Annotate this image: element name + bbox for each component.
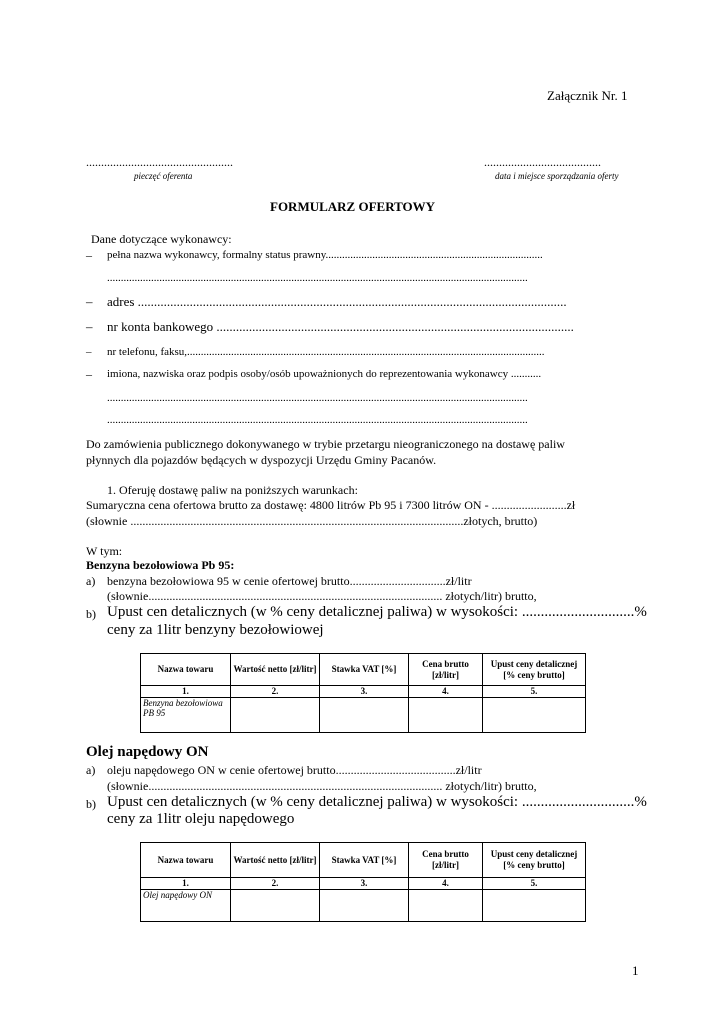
full-name-field-cont[interactable]: ......................................................................................................................................................... <box>107 272 528 284</box>
stamp-label: pieczęć oferenta <box>134 171 193 181</box>
phone-fax-field[interactable]: nr telefonu, faksu,.................................................................................................................................. <box>107 346 545 358</box>
diesel-price-field[interactable]: oleju napędowego ON w cenie ofertowej brutto........................................zł/litr <box>107 763 482 777</box>
intro-line-2: płynnych dla pojazdów będących w dyspozycji Urzędu Gminy Pacanów. <box>86 453 437 467</box>
col-number-5: 5. <box>483 878 586 890</box>
annex-label: Załącznik Nr. 1 <box>547 88 628 103</box>
date-dots: ....................................... <box>484 155 601 169</box>
diesel-discount-desc: ceny za 1litr oleju napędowego <box>107 811 295 827</box>
col-header-name: Nazwa towaru <box>141 654 231 686</box>
col-header-gross: Cena brutto [zł/litr] <box>409 654 483 686</box>
col-number-3: 3. <box>320 686 409 698</box>
col-number-3: 3. <box>320 878 409 890</box>
dash-3: – <box>86 319 93 334</box>
dash-4: – <box>86 346 92 358</box>
diesel-net-cell[interactable] <box>231 890 320 922</box>
petrol-a-marker: a) <box>86 574 96 588</box>
petrol-vat-cell[interactable] <box>320 698 409 733</box>
diesel-gross-cell[interactable] <box>409 890 483 922</box>
petrol-heading: Benzyna bezołowiowa Pb 95: <box>86 558 235 572</box>
address-field[interactable]: adres .................................................................................................................................... <box>107 294 567 309</box>
bank-account-field[interactable]: nr konta bankowego .............................................................................................................. <box>107 319 574 334</box>
authorized-persons-field[interactable]: imiona, nazwiska oraz podpis osoby/osób upoważnionych do reprezentowania wykonawcy ........... <box>107 368 542 380</box>
petrol-discount-desc: ceny za 1litr benzyny bezołowiowej <box>107 622 324 638</box>
product-name-diesel: Olej napędowy ON <box>141 890 231 922</box>
col-number-5: 5. <box>483 686 586 698</box>
product-name-petrol: Benzyna bezołowiowa PB 95 <box>141 698 231 733</box>
col-header-discount: Upust ceny detalicznej [% ceny brutto] <box>483 654 586 686</box>
diesel-table <box>140 842 586 922</box>
col-header-discount: Upust ceny detalicznej [% ceny brutto] <box>483 843 586 878</box>
col-number-1: 1. <box>141 878 231 890</box>
petrol-price-field[interactable]: benzyna bezołowiowa 95 w cenie ofertowej brutto................................zł/litr <box>107 574 472 588</box>
petrol-discount-field[interactable]: Upust cen detalicznych (w % ceny detalicznej paliwa) w wysokości: ..............................% <box>107 604 647 620</box>
dash-1: – <box>86 248 92 262</box>
col-number-2: 2. <box>231 686 320 698</box>
petrol-price-words[interactable]: (słownie.................................................................................................. złotych/litr) brutto, <box>107 589 537 603</box>
col-header-net: Wartość netto [zł/litr] <box>231 843 320 878</box>
date-label: data i miejsce sporządzania oferty <box>495 171 619 181</box>
petrol-b-marker: b) <box>86 607 96 621</box>
col-header-vat: Stawka VAT [%] <box>320 654 409 686</box>
col-number-4: 4. <box>409 878 483 890</box>
petrol-table <box>140 653 586 733</box>
petrol-gross-cell[interactable] <box>409 698 483 733</box>
offer-item-1: 1. Oferuję dostawę paliw na poniższych warunkach: <box>107 483 358 497</box>
diesel-heading: Olej napędowy ON <box>86 744 209 760</box>
diesel-b-marker: b) <box>86 797 96 811</box>
col-header-net: Wartość netto [zł/litr] <box>231 654 320 686</box>
offer-total-price[interactable]: Sumaryczna cena ofertowa brutto za dostawę: 4800 litrów Pb 95 i 7300 litrów ON - .........................zł <box>86 498 576 512</box>
page-title: FORMULARZ OFERTOWY <box>270 199 436 214</box>
diesel-discount-cell[interactable] <box>483 890 586 922</box>
diesel-discount-field[interactable]: Upust cen detalicznych (w % ceny detalicznej paliwa) w wysokości: ..............................% <box>107 794 647 810</box>
intro-line-1: Do zamówienia publicznego dokonywanego w trybie przetargu nieograniczonego na dostawę paliw <box>86 437 565 451</box>
col-number-4: 4. <box>409 686 483 698</box>
including-label: W tym: <box>86 544 123 558</box>
authorized-persons-cont-1[interactable]: ......................................................................................................................................................... <box>107 392 528 404</box>
petrol-net-cell[interactable] <box>231 698 320 733</box>
petrol-discount-cell[interactable] <box>483 698 586 733</box>
col-header-gross: Cena brutto [zł/litr] <box>409 843 483 878</box>
dash-2: – <box>86 294 93 309</box>
diesel-vat-cell[interactable] <box>320 890 409 922</box>
page-number: 1 <box>632 963 639 978</box>
col-number-1: 1. <box>141 686 231 698</box>
diesel-a-marker: a) <box>86 763 96 777</box>
dash-5: – <box>86 367 92 381</box>
authorized-persons-cont-2[interactable]: ......................................................................................................................................................... <box>107 414 528 426</box>
col-header-vat: Stawka VAT [%] <box>320 843 409 878</box>
stamp-dots: ................................................. <box>86 155 233 169</box>
diesel-price-words[interactable]: (słownie.................................................................................................. złotych/litr) brutto, <box>107 779 537 793</box>
col-header-name: Nazwa towaru <box>141 843 231 878</box>
full-name-field[interactable]: pełna nazwa wykonawcy, formalny status prawny............................................................................... <box>107 249 543 261</box>
col-number-2: 2. <box>231 878 320 890</box>
contractor-heading: Dane dotyczące wykonawcy: <box>91 232 232 246</box>
offer-total-words[interactable]: (słownie ...............................................................................................................złotych, brutto) <box>86 514 538 528</box>
